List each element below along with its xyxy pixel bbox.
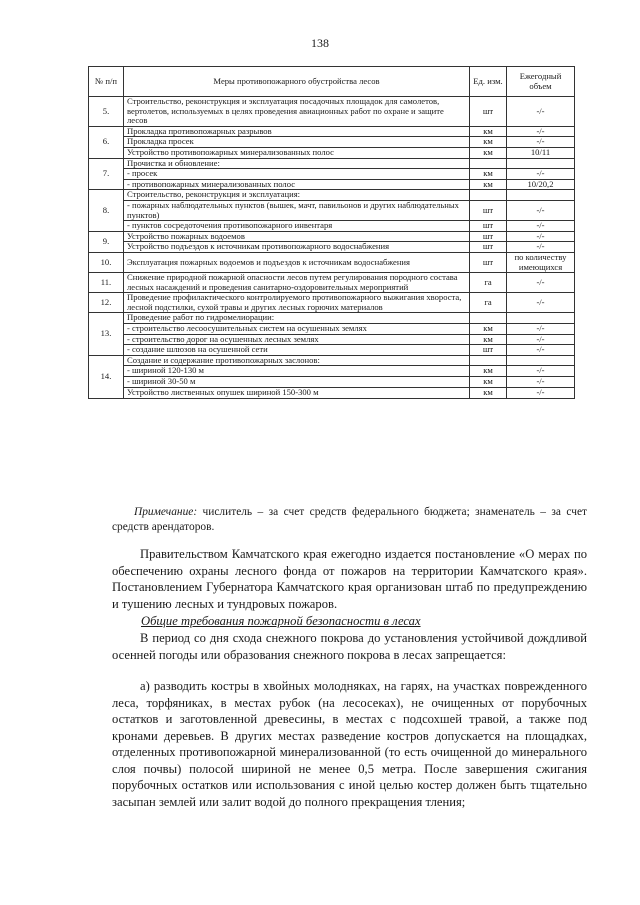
row-volume: по количеству имеющихся (507, 252, 575, 272)
table-row (89, 334, 575, 345)
page-number: 138 (311, 36, 329, 50)
row-volume: -/- (507, 273, 575, 293)
row-measure: - пожарных наблюдательных пунктов (вышек, мачт, павильонов и других наблюдательных пунктов) (124, 200, 470, 220)
row-volume (507, 355, 575, 366)
row-unit (470, 158, 507, 169)
table-row (89, 355, 575, 366)
row-unit: шт (470, 97, 507, 127)
row-volume: -/- (507, 97, 575, 127)
row-measure: Устройство лиственных опушек шириной 150-300 м (124, 387, 470, 399)
row-measure: - строительство лесоосушительных систем на осушенных землях (124, 324, 470, 335)
header-unit: Ед. изм. (470, 67, 507, 97)
row-unit: шт (470, 345, 507, 356)
row-unit (470, 313, 507, 324)
row-measure: Устройство подъездов к источникам противопожарного водоснабжения (124, 242, 470, 253)
row-unit: шт (470, 221, 507, 232)
paragraph-item-a: а) разводить костры в хвойных молодняках, на гарях, на участках поврежденного леса, торфяниках, в местах рубок (на лесосеках), не очищенных от порубочных остатков и заготовленной древесины, в местах с подсохшей травой, а также под кронами деревьев. В других местах разведение костров допускается на площадках, отделенных противопожарной минерализованной (то есть очищенной до минерального слоя почвы) полосой шириной не менее 0,5 метра. После завершения сжигания порубочных остатков или использования с иной целью костер должен быть тщательно засыпан землей или залит водой до полного прекращения тления; (112, 679, 587, 809)
table-note (112, 505, 587, 535)
row-volume: -/- (507, 334, 575, 345)
row-measure: Устройство пожарных водоемов (124, 231, 470, 242)
row-measure: - пунктов сосредоточения противопожарного инвентаря (124, 221, 470, 232)
table-row (89, 147, 575, 158)
row-unit: км (470, 126, 507, 137)
row-unit: шт (470, 231, 507, 242)
row-measure: Создание и содержание противопожарных заслонов: (124, 355, 470, 366)
row-volume: 10/20,2 (507, 179, 575, 190)
table-header-row (89, 67, 575, 97)
row-measure: Проведение профилактического контролируемого противопожарного выжигания хвороста, лесной подстилки, сухой травы и других лесных горючих материалов (124, 293, 470, 313)
row-unit (470, 355, 507, 366)
table-row (89, 273, 575, 293)
table-row (89, 324, 575, 335)
paragraph-decree: Правительством Камчатского края ежегодно издается постановление «О мерах по обеспечению охраны лесного фонда от пожаров на территории Камчатского края». Постановлением Губернатора Камчатского края организован штаб по предупреждению и тушению лесных и тундровых пожаров. (112, 547, 587, 611)
row-unit: км (470, 137, 507, 148)
row-volume: -/- (507, 169, 575, 180)
row-unit: км (470, 179, 507, 190)
table-row (89, 221, 575, 232)
table-row (89, 158, 575, 169)
row-unit: га (470, 273, 507, 293)
table-row (89, 190, 575, 201)
row-measure: - строительство дорог на осушенных лесных землях (124, 334, 470, 345)
note-text: числитель – за счет средств федерального бюджета; знаменатель – за счет средств арендаторов. (112, 506, 587, 533)
row-num: 6. (89, 126, 124, 158)
row-unit: шт (470, 200, 507, 220)
fire-measures-table (88, 66, 575, 399)
table-row (89, 97, 575, 127)
table-row (89, 377, 575, 388)
row-volume: -/- (507, 231, 575, 242)
table-row (89, 179, 575, 190)
row-measure: Прокладка просек (124, 137, 470, 148)
row-volume: 10/11 (507, 147, 575, 158)
row-volume: -/- (507, 345, 575, 356)
row-unit: га (470, 293, 507, 313)
row-unit: км (470, 334, 507, 345)
row-unit: км (470, 387, 507, 399)
row-unit: шт (470, 252, 507, 272)
table-row (89, 345, 575, 356)
row-num: 11. (89, 273, 124, 293)
row-volume (507, 313, 575, 324)
table-row (89, 252, 575, 272)
row-volume: -/- (507, 200, 575, 220)
row-measure: Строительство, реконструкция и эксплуатация посадочных площадок для самолетов, вертолетов, используемых в целях проведения авиационных работ по охране и защите лесов (124, 97, 470, 127)
row-unit: км (470, 324, 507, 335)
table-row (89, 137, 575, 148)
row-volume: -/- (507, 377, 575, 388)
row-volume: -/- (507, 293, 575, 313)
row-measure: Прочистка и обновление: (124, 158, 470, 169)
row-volume: -/- (507, 221, 575, 232)
row-num: 7. (89, 158, 124, 190)
row-volume: -/- (507, 242, 575, 253)
section-heading: Общие требования пожарной безопасности в лесах (141, 614, 421, 628)
table-row (89, 242, 575, 253)
table-row (89, 200, 575, 220)
header-num: № п/п (89, 67, 124, 97)
row-measure: - шириной 120-130 м (124, 366, 470, 377)
note-label: Примечание: (134, 506, 198, 518)
row-measure: Эксплуатация пожарных водоемов и подъездов к источникам водоснабжения (124, 252, 470, 272)
row-measure: Прокладка противопожарных разрывов (124, 126, 470, 137)
row-volume: -/- (507, 137, 575, 148)
row-measure: Устройство противопожарных минерализованных полос (124, 147, 470, 158)
table-row (89, 366, 575, 377)
paragraph-prohibition-intro: В период со дня схода снежного покрова до установления устойчивой дождливой осенней погоды или образования снежного покрова в лесах запрещается: (112, 631, 587, 662)
row-volume: -/- (507, 324, 575, 335)
table-row (89, 313, 575, 324)
row-num: 13. (89, 313, 124, 355)
row-measure: - противопожарных минерализованных полос (124, 179, 470, 190)
table-row (89, 231, 575, 242)
row-num: 8. (89, 190, 124, 231)
header-measure: Меры противопожарного обустройства лесов (124, 67, 470, 97)
table-row (89, 387, 575, 399)
table-row (89, 293, 575, 313)
row-volume: -/- (507, 387, 575, 399)
table-row (89, 169, 575, 180)
row-unit: км (470, 147, 507, 158)
row-unit: км (470, 377, 507, 388)
row-unit: км (470, 366, 507, 377)
row-measure: Проведение работ по гидромелиорации: (124, 313, 470, 324)
row-volume (507, 190, 575, 201)
row-unit: км (470, 169, 507, 180)
row-measure: Строительство, реконструкция и эксплуатация: (124, 190, 470, 201)
header-volume: Ежегодный объем (507, 67, 575, 97)
row-num: 5. (89, 97, 124, 127)
row-num: 9. (89, 231, 124, 252)
row-unit (470, 190, 507, 201)
row-num: 12. (89, 293, 124, 313)
row-measure: - просек (124, 169, 470, 180)
row-measure: Снижение природной пожарной опасности лесов путем регулирования породного состава лесных насаждений и проведения санитарно-оздоровительных мероприятий (124, 273, 470, 293)
row-volume: -/- (507, 366, 575, 377)
table-row (89, 126, 575, 137)
row-num: 14. (89, 355, 124, 398)
row-volume: -/- (507, 126, 575, 137)
row-measure: - создание шлюзов на осушенной сети (124, 345, 470, 356)
row-measure: - шириной 30-50 м (124, 377, 470, 388)
row-unit: шт (470, 242, 507, 253)
row-volume (507, 158, 575, 169)
row-num: 10. (89, 252, 124, 272)
